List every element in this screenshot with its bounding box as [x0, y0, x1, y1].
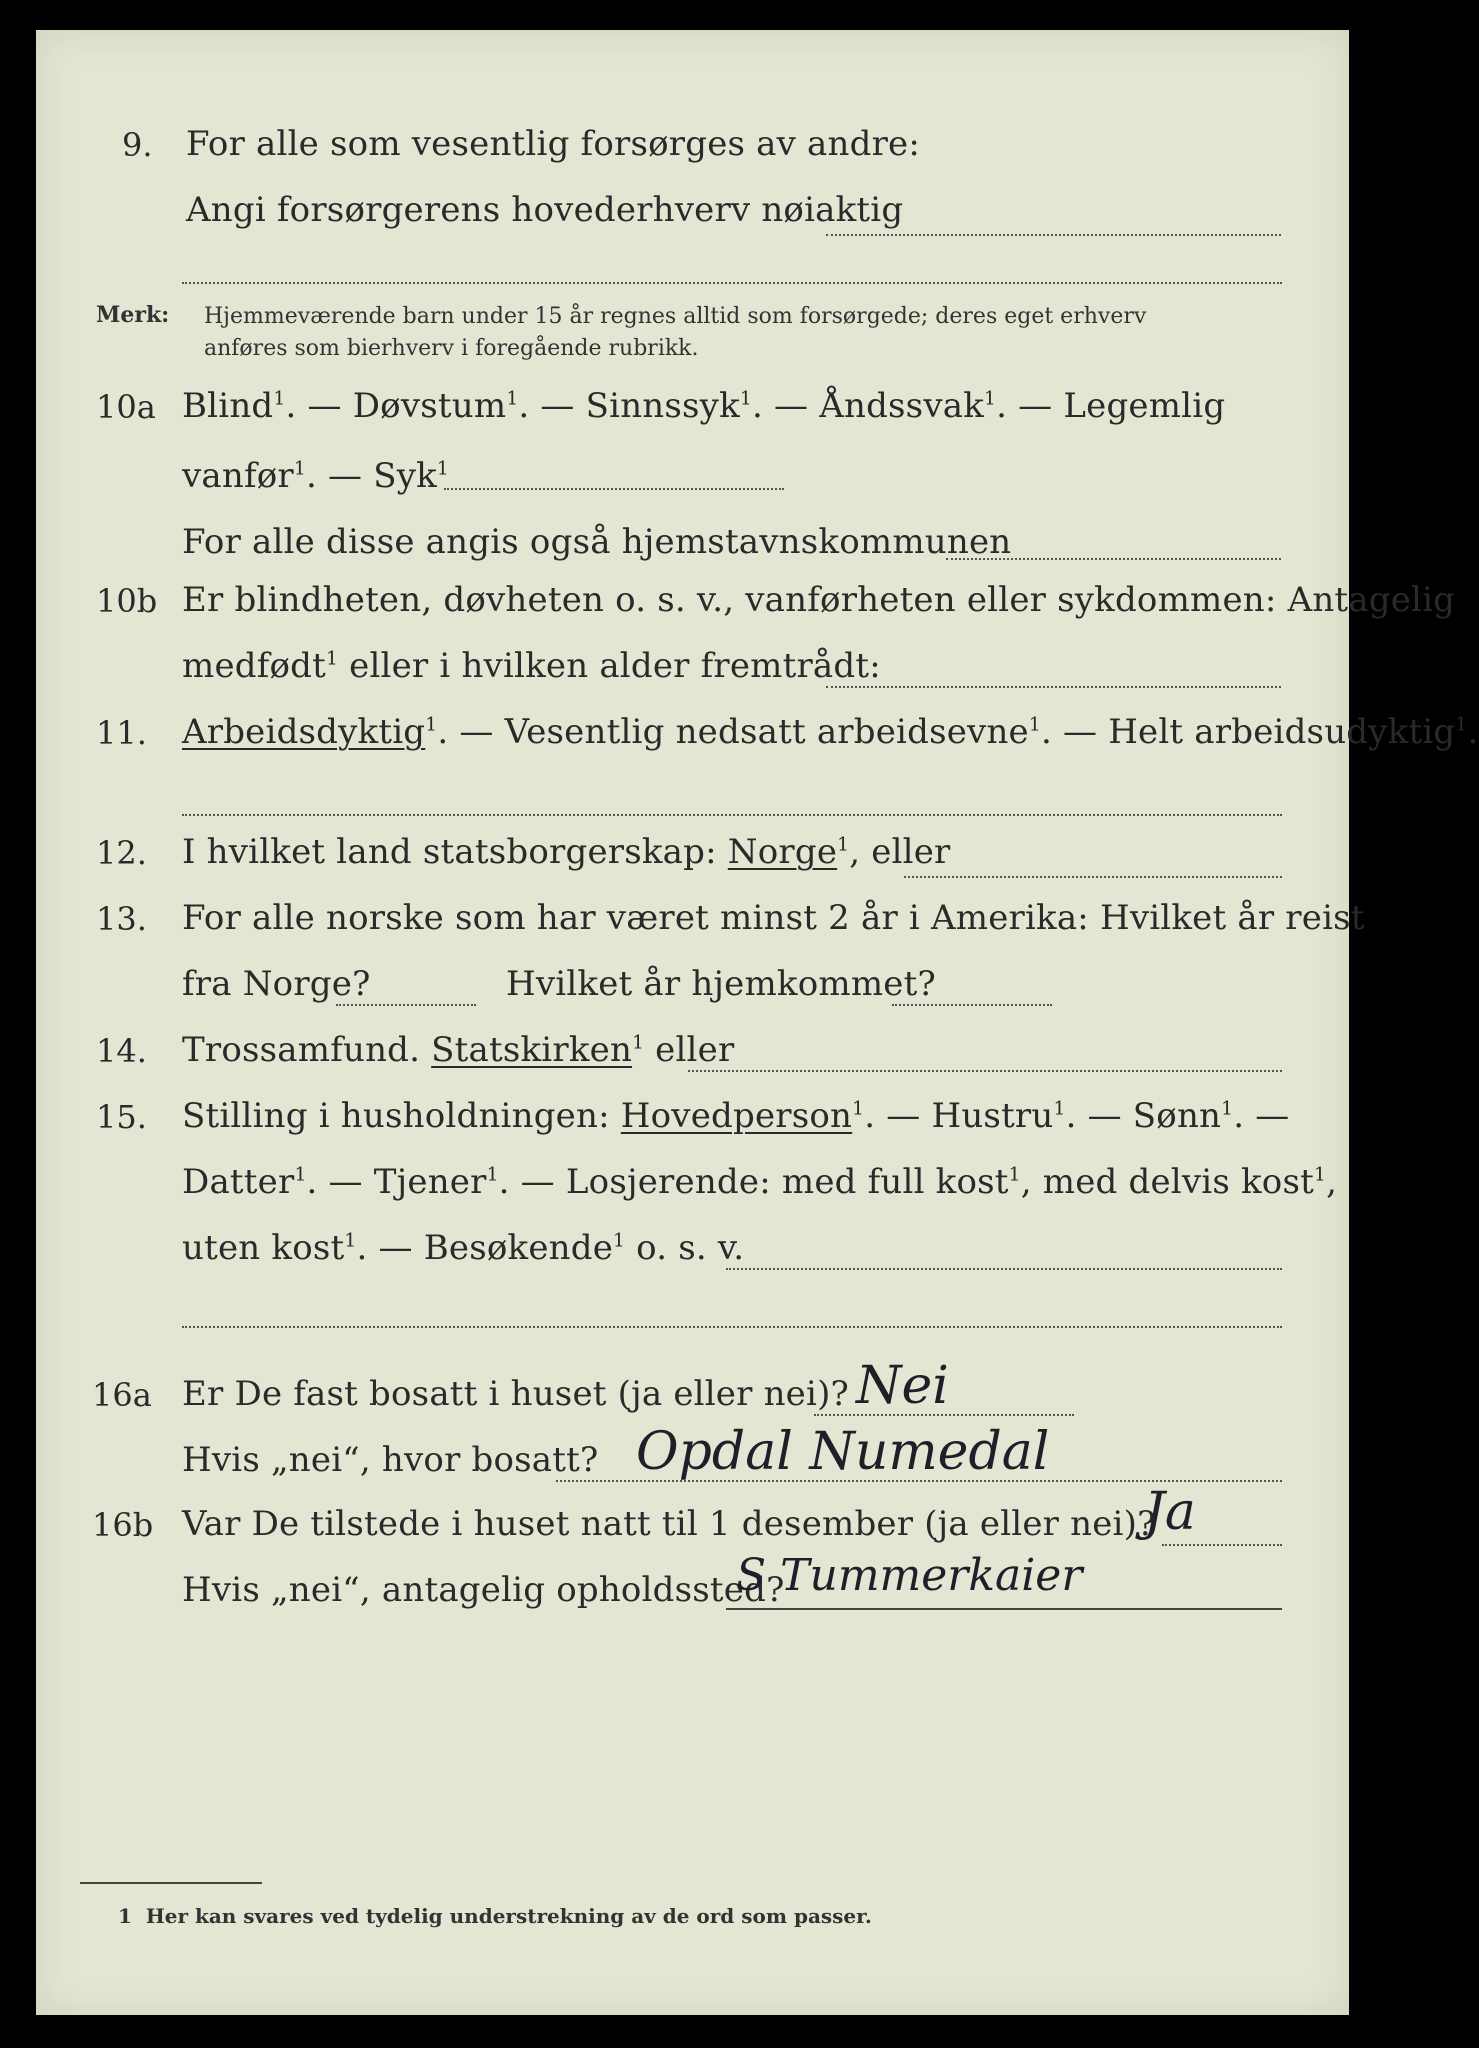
q16b-number: 16b — [92, 1506, 154, 1544]
q14-underlined-answer: Statskirken — [431, 1030, 633, 1070]
q10b-line2: medfødt$^1$ eller i hvilken alder fremtrådt: — [182, 646, 881, 686]
footnote-rule — [80, 1882, 262, 1884]
q10a-line2: vanfør$^1$. — Syk$^1$ — [182, 456, 450, 496]
q12-line1: I hvilket land statsborgerskap: Norge$^1$, eller — [182, 832, 951, 872]
q15-extra-line — [182, 1326, 1282, 1328]
q15-line2: Datter$^1$. — Tjener$^1$. — Losjerende: med full kost$^1$, med delvis kost$^1$, — [182, 1162, 1338, 1202]
q13-line1: For alle norske som har været minst 2 år i Amerika: Hvilket år reist — [182, 898, 1365, 938]
q10b-answer-line — [826, 686, 1281, 688]
q16a-handwritten-bosatt: Opdal Numedal — [636, 1422, 1050, 1482]
q11-line1: Arbeidsdyktig$^1$. — Vesentlig nedsatt arbeidsevne$^1$. — Helt arbeidsudyktig$^1$. — [182, 712, 1479, 752]
merk-line2: anføres som bierhverv i foregående rubrikk. — [204, 336, 699, 361]
q9-line2: Angi forsørgerens hovederhverv nøiaktig — [186, 190, 904, 230]
q12-answer-line — [904, 876, 1282, 878]
q16b-line1: Var De tilstede i huset natt til 1 desember (ja eller nei)? — [182, 1504, 1156, 1544]
q9-number: 9. — [122, 126, 153, 164]
q16a-line2: Hvis „nei“, hvor bosatt? — [182, 1440, 599, 1480]
q16b-line2: Hvis „nei“, antagelig opholdssted? — [182, 1570, 785, 1610]
footnote: 1 Her kan svares ved tydelig understrekning av de ord som passer. — [118, 1904, 872, 1928]
q16b-answer-line — [1162, 1544, 1282, 1546]
merk-label: Merk: — [96, 302, 170, 328]
q11-extra-line — [182, 814, 1282, 816]
q15-line1: Stilling i husholdningen: Hovedperson$^1$. — Hustru$^1$. — Sønn$^1$. — — [182, 1096, 1290, 1136]
q13-line2b: Hvilket år hjemkommet? — [506, 964, 936, 1004]
q11-underlined-answer: Arbeidsdyktig — [182, 712, 426, 752]
q14-line1: Trossamfund. Statskirken$^1$ eller — [182, 1030, 735, 1070]
q15-underlined-answer: Hovedperson — [620, 1096, 853, 1136]
q12-number: 12. — [96, 834, 147, 872]
q15-number: 15. — [96, 1098, 147, 1136]
q10b-number: 10b — [96, 582, 158, 620]
q16b-handwritten-opphold: S Tummerkaier — [736, 1550, 1083, 1601]
q9-line1: For alle som vesentlig forsørges av andre: — [186, 124, 921, 164]
q10a-hjemstavn-line — [946, 558, 1281, 560]
q9-answer-line — [826, 234, 1281, 236]
q10b-line1: Er blindheten, døvheten o. s. v., vanførheten eller sykdommen: Antagelig — [182, 580, 1456, 620]
q13-line2a: fra Norge? — [182, 964, 371, 1004]
q9-extra-line — [182, 282, 1282, 284]
q11-number: 11. — [96, 714, 147, 752]
q16a-number: 16a — [92, 1376, 152, 1414]
q14-answer-line — [688, 1070, 1282, 1072]
q13-reist-line — [336, 1004, 476, 1006]
q16a-handwritten-answer: Nei — [856, 1356, 949, 1416]
q12-underlined-answer: Norge — [727, 832, 838, 872]
q15-answer-line — [726, 1268, 1282, 1270]
merk-line1: Hjemmeværende barn under 15 år regnes alltid som forsørgede; deres eget erhverv — [204, 304, 1147, 329]
q16a-line1: Er De fast bosatt i huset (ja eller nei)? — [182, 1374, 849, 1414]
q10a-answer-line — [444, 488, 784, 490]
q15-line3: uten kost$^1$. — Besøkende$^1$ o. s. v. — [182, 1228, 745, 1268]
q10a-line3: For alle disse angis også hjemstavnskommunen — [182, 522, 1012, 562]
q16b-handwritten-answer: Ja — [1144, 1482, 1196, 1542]
census-form-page — [36, 30, 1479, 2015]
q10a-number: 10a — [96, 388, 156, 426]
q14-number: 14. — [96, 1032, 147, 1070]
q16b-opphold-line — [726, 1608, 1282, 1610]
q10a-line1: Blind$^1$. — Døvstum$^1$. — Sinnssyk$^1$. — Åndssvak$^1$. — Legemlig — [182, 386, 1226, 426]
q13-number: 13. — [96, 900, 147, 938]
q13-hjemkommet-line — [892, 1004, 1052, 1006]
